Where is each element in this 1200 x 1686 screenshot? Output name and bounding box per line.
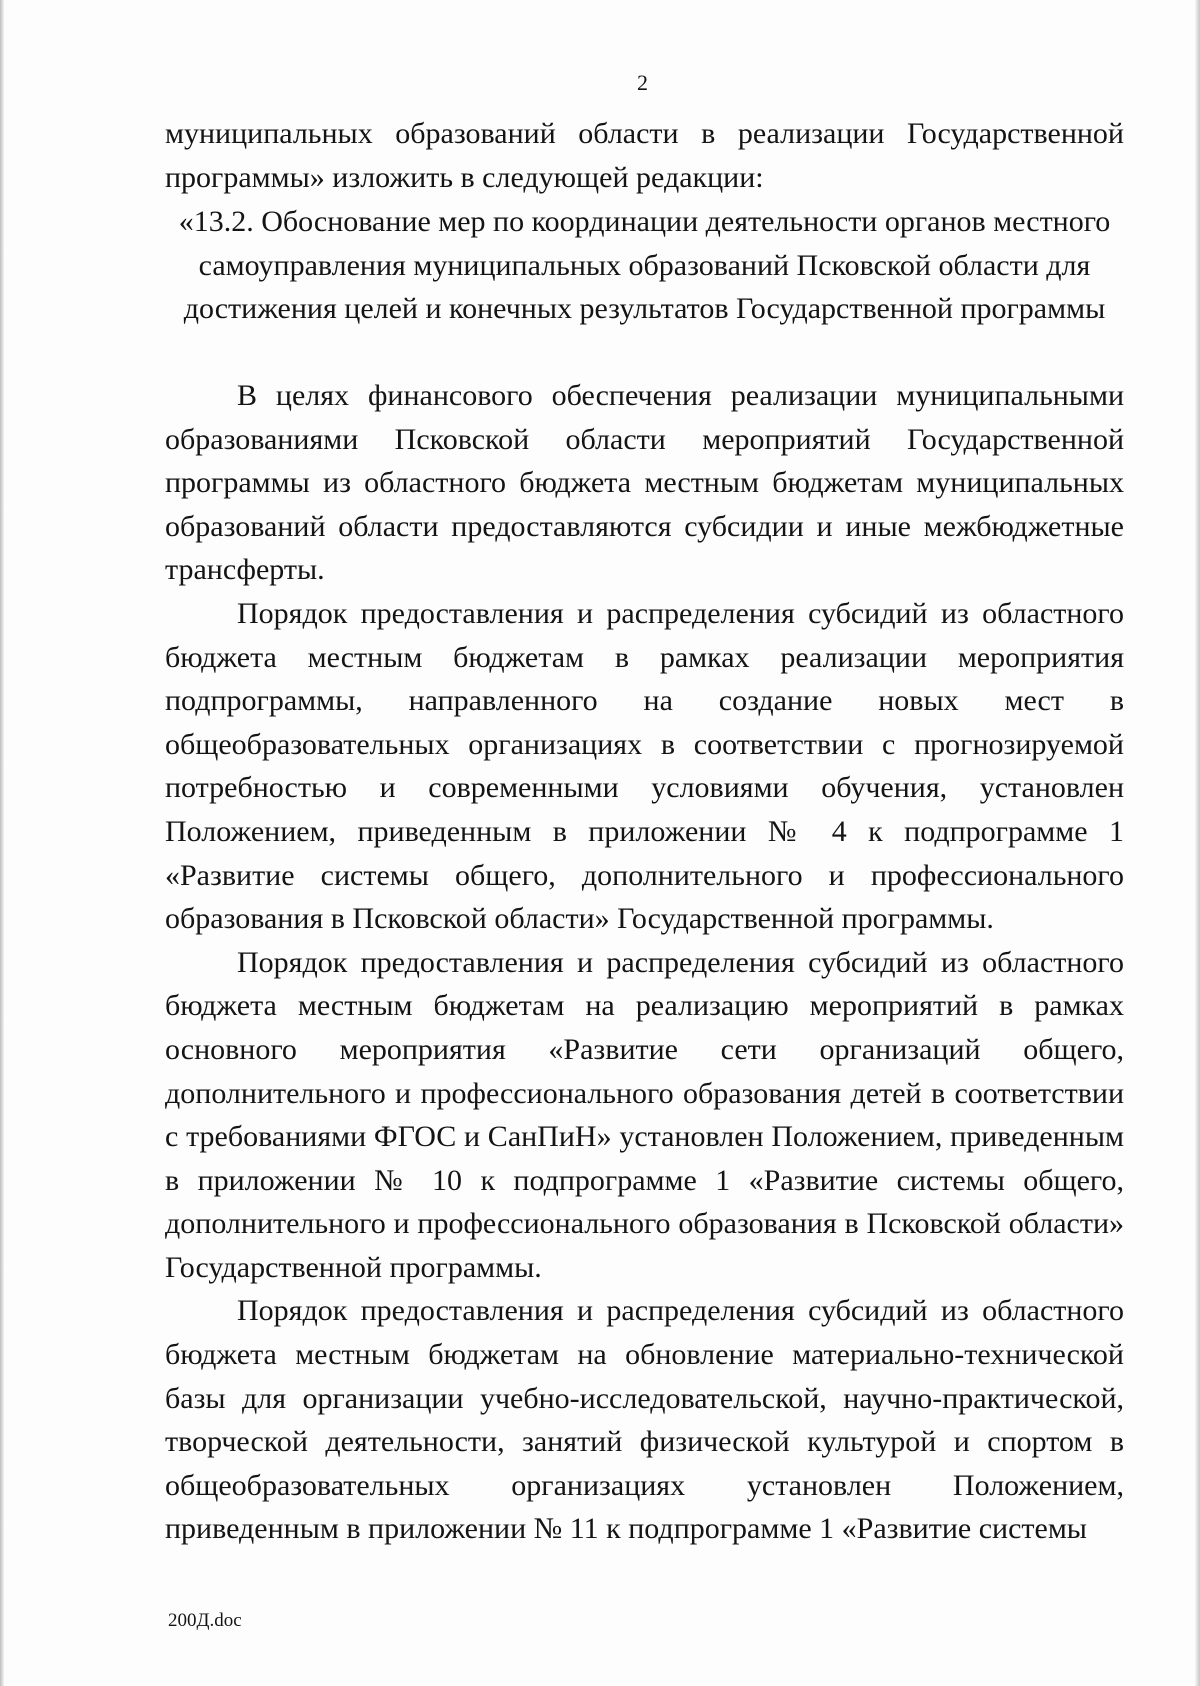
paragraph-appendix-4: Порядок предоставления и распределения субсидий из областного бюджета местным бюджетам в рамках реализации мероприятия подпрограммы, направленного на создание новых мест в общеобразовательных организациях в соответствии с прогнозируемой потребностью и современными условиями обучения, установлен Положением, приведенным в приложении № 4 к подпрограмме 1 «Развитие системы общего, дополнительного и профессионального образования в Псковской области» Государственной программы. — [165, 596, 1124, 936]
main-text — [165, 374, 1124, 1551]
scan-edge-left — [0, 0, 4, 1686]
paragraph-financing: В целях финансового обеспечения реализации муниципальными образованиями Псковской области мероприятий Государственной программы из областного бюджета местным бюджетам муниципальных образований области предоставляются субсидии и иные межбюджетные трансферты. — [165, 379, 1124, 587]
section-heading-line: самоуправления муниципальных образований Псковской области для — [198, 248, 1091, 282]
section-heading — [165, 200, 1124, 331]
intro-paragraph: муниципальных образований области в реализации Государственной программы» изложить в следующей редакции: — [165, 117, 1124, 194]
section-heading-line: достижения целей и конечных результатов Государственной программы — [183, 292, 1106, 326]
paragraph-appendix-10: Порядок предоставления и распределения субсидий из областного бюджета местным бюджетам на реализацию мероприятий в рамках основного мероприятия «Развитие сети организаций общего, дополнительного и профессионального образования детей в соответствии с требованиями ФГОС и СанПиН» установлен Положением, приведенным в приложении № 10 к подпрограмме 1 «Развитие системы общего, дополнительного и профессионального образования в Псковской области» Государственной программы. — [165, 945, 1124, 1284]
page-number: 2 — [637, 70, 648, 95]
scan-edge-right — [1195, 0, 1200, 1686]
footer-filename: 200Д.doc — [168, 1610, 242, 1631]
intro-block — [165, 112, 1124, 199]
section-heading-line: «13.2. Обоснование мер по координации деятельности органов местного — [178, 205, 1111, 238]
paragraph-appendix-11: Порядок предоставления и распределения субсидий из областного бюджета местным бюджетам на обновление материально-технической базы для организации учебно-исследовательской, научно-практической, творческой деятельности, занятий физической культурой и спортом в общеобразовательных организациях установлен Положением, приведенным в приложении № 11 к подпрограмме 1 «Развитие системы — [165, 1294, 1124, 1546]
